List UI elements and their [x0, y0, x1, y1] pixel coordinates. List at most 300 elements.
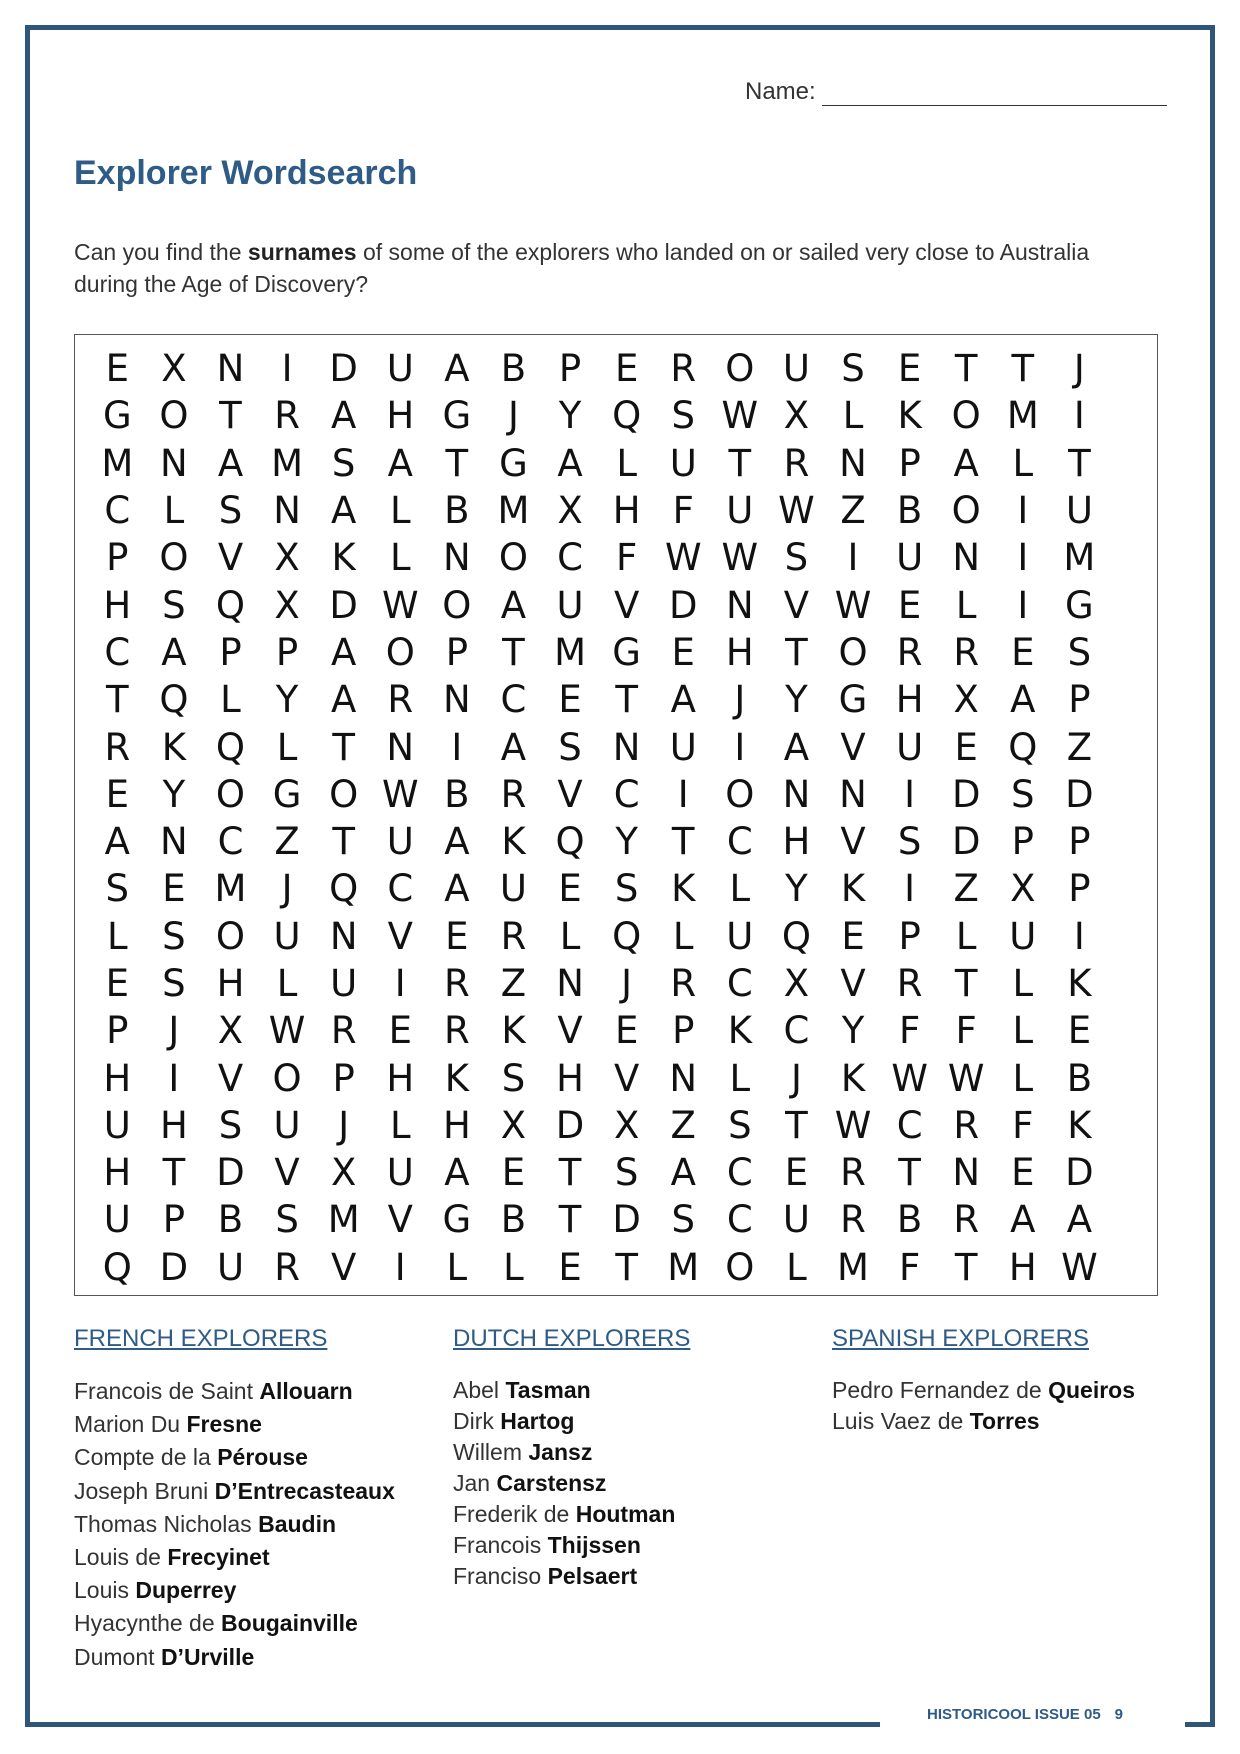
grid-cell[interactable]: T — [615, 1245, 638, 1289]
grid-cell[interactable]: L — [106, 914, 128, 958]
grid-cell[interactable]: T — [502, 630, 525, 674]
grid-cell[interactable]: N — [160, 820, 188, 864]
grid-cell[interactable]: L — [729, 1056, 751, 1100]
grid-cell[interactable]: E — [501, 1151, 526, 1195]
grid-cell[interactable]: Q — [1008, 725, 1038, 769]
grid-cell[interactable]: D — [216, 1151, 245, 1195]
grid-cell[interactable]: F — [898, 1009, 921, 1053]
grid-cell[interactable]: U — [896, 725, 924, 769]
grid-cell[interactable]: L — [389, 1103, 411, 1147]
grid-cell[interactable]: H — [895, 678, 924, 722]
grid-cell[interactable]: J — [168, 1009, 180, 1053]
grid-cell[interactable]: J — [338, 1103, 350, 1147]
grid-cell[interactable]: E — [388, 1009, 412, 1053]
grid-cell[interactable]: N — [556, 962, 584, 1005]
grid-cell[interactable]: R — [896, 630, 923, 674]
grid-cell[interactable]: I — [847, 536, 859, 580]
grid-cell[interactable]: H — [556, 1056, 584, 1100]
grid-cell[interactable]: E — [1011, 1151, 1035, 1195]
grid-cell[interactable]: K — [727, 1009, 752, 1053]
grid-cell[interactable]: P — [162, 1198, 186, 1242]
grid-cell[interactable]: T — [332, 820, 355, 864]
grid-cell[interactable]: S — [105, 867, 130, 911]
grid-cell[interactable]: T — [558, 1198, 582, 1242]
grid-cell[interactable]: V — [613, 583, 640, 627]
grid-cell[interactable]: W — [947, 1056, 985, 1100]
grid-cell[interactable]: L — [616, 441, 637, 485]
grid-cell[interactable]: E — [105, 772, 129, 816]
grid-cell[interactable]: D — [1065, 1151, 1094, 1195]
grid-cell[interactable]: L — [389, 536, 411, 580]
grid-cell[interactable]: U — [330, 962, 358, 1005]
grid-cell[interactable]: Q — [612, 394, 642, 438]
grid-cell[interactable]: V — [387, 1198, 413, 1242]
grid-cell[interactable]: A — [953, 441, 979, 485]
grid-cell[interactable]: C — [726, 1198, 753, 1242]
grid-cell[interactable]: D — [951, 820, 981, 864]
grid-cell[interactable]: C — [104, 630, 131, 674]
grid-cell[interactable]: W — [268, 1009, 306, 1053]
grid-cell[interactable]: N — [952, 1151, 981, 1195]
grid-cell[interactable]: U — [386, 347, 414, 391]
grid-cell[interactable]: X — [274, 536, 300, 580]
grid-cell[interactable]: Q — [215, 583, 246, 627]
grid-cell[interactable]: U — [273, 914, 301, 958]
grid-cell[interactable]: U — [669, 725, 697, 769]
grid-cell[interactable]: J — [621, 962, 633, 1005]
grid-cell[interactable]: H — [386, 394, 415, 438]
grid-cell[interactable]: U — [726, 914, 754, 958]
grid-cell[interactable]: Y — [615, 820, 638, 864]
grid-cell[interactable]: B — [444, 489, 470, 533]
grid-cell[interactable]: T — [1068, 441, 1091, 485]
grid-cell[interactable]: J — [734, 678, 746, 722]
grid-cell[interactable]: M — [327, 1198, 360, 1242]
grid-cell[interactable]: L — [1012, 441, 1034, 485]
grid-cell[interactable]: L — [503, 1245, 524, 1289]
grid-cell[interactable]: J — [790, 1056, 802, 1100]
grid-cell[interactable]: L — [842, 394, 864, 438]
grid-cell[interactable]: T — [332, 725, 355, 769]
grid-cell[interactable]: N — [782, 772, 811, 816]
grid-cell[interactable]: D — [159, 1245, 189, 1289]
grid-cell[interactable]: P — [1068, 678, 1091, 722]
grid-cell[interactable]: M — [497, 489, 530, 533]
grid-cell[interactable]: R — [444, 962, 470, 1005]
grid-cell[interactable]: P — [106, 1009, 129, 1053]
grid-cell[interactable]: O — [725, 1245, 755, 1289]
grid-cell[interactable]: T — [162, 1151, 186, 1195]
grid-cell[interactable]: A — [444, 820, 470, 864]
grid-cell[interactable]: P — [898, 914, 921, 958]
grid-cell[interactable]: K — [1067, 1103, 1092, 1147]
grid-cell[interactable]: N — [839, 441, 867, 485]
grid-cell[interactable]: B — [500, 1198, 527, 1242]
grid-cell[interactable]: T — [954, 962, 978, 1005]
grid-cell[interactable]: M — [667, 1245, 700, 1289]
grid-cell[interactable]: W — [891, 1056, 928, 1100]
grid-cell[interactable]: E — [105, 347, 129, 391]
grid-cell[interactable]: O — [951, 394, 981, 438]
grid-cell[interactable]: D — [329, 347, 358, 391]
grid-cell[interactable]: B — [896, 1198, 923, 1242]
grid-cell[interactable]: R — [500, 914, 527, 958]
grid-cell[interactable]: B — [500, 347, 527, 391]
grid-cell[interactable]: X — [783, 962, 810, 1005]
grid-cell[interactable]: E — [1067, 1009, 1092, 1053]
grid-cell[interactable]: R — [840, 1198, 866, 1242]
grid-cell[interactable]: E — [614, 1009, 639, 1053]
grid-cell[interactable]: H — [159, 1103, 188, 1147]
grid-cell[interactable]: W — [1061, 1245, 1098, 1289]
grid-cell[interactable]: E — [558, 1245, 582, 1289]
grid-cell[interactable]: R — [670, 962, 697, 1005]
grid-cell[interactable]: C — [104, 489, 131, 533]
grid-cell[interactable]: Z — [953, 867, 979, 911]
grid-cell[interactable]: S — [218, 489, 243, 533]
grid-cell[interactable]: R — [330, 1009, 357, 1053]
grid-cell[interactable]: O — [725, 772, 755, 816]
grid-cell[interactable]: C — [896, 1103, 923, 1147]
grid-cell[interactable]: D — [1065, 772, 1094, 816]
grid-cell[interactable]: E — [105, 962, 129, 1005]
grid-cell[interactable]: C — [726, 820, 753, 864]
grid-cell[interactable]: R — [444, 1009, 470, 1053]
grid-cell[interactable]: N — [952, 536, 981, 580]
grid-cell[interactable]: S — [784, 536, 809, 580]
grid-cell[interactable]: U — [1065, 489, 1093, 533]
grid-cell[interactable]: W — [381, 772, 419, 816]
grid-cell[interactable]: H — [782, 820, 811, 864]
name-input-line[interactable] — [822, 81, 1167, 106]
grid-cell[interactable]: C — [726, 962, 753, 1005]
grid-cell[interactable]: I — [1017, 489, 1029, 533]
grid-cell[interactable]: R — [953, 1198, 980, 1242]
grid-cell[interactable]: I — [168, 1056, 180, 1100]
grid-cell[interactable]: S — [501, 1056, 526, 1100]
grid-cell[interactable]: N — [273, 489, 301, 533]
grid-cell[interactable]: Q — [612, 914, 642, 958]
grid-cell[interactable]: I — [1073, 394, 1085, 438]
grid-cell[interactable]: C — [500, 678, 527, 722]
grid-cell[interactable]: W — [664, 536, 702, 580]
grid-cell[interactable]: D — [951, 772, 981, 816]
grid-cell[interactable]: C — [726, 1151, 753, 1195]
grid-cell[interactable]: W — [381, 583, 419, 627]
grid-cell[interactable]: A — [444, 867, 470, 911]
grid-cell[interactable]: H — [1008, 1245, 1037, 1289]
grid-cell[interactable]: V — [783, 583, 810, 627]
grid-cell[interactable]: A — [161, 630, 187, 674]
grid-cell[interactable]: M — [101, 441, 134, 485]
grid-cell[interactable]: H — [103, 1056, 132, 1100]
grid-cell[interactable]: E — [614, 347, 639, 391]
grid-cell[interactable]: M — [271, 441, 304, 485]
grid-cell[interactable]: A — [331, 630, 357, 674]
grid-cell[interactable]: P — [106, 536, 129, 580]
grid-cell[interactable]: M — [1063, 536, 1096, 580]
grid-cell[interactable]: A — [783, 725, 810, 769]
grid-cell[interactable]: Z — [670, 1103, 696, 1147]
grid-cell[interactable]: O — [498, 536, 529, 580]
grid-cell[interactable]: K — [897, 394, 922, 438]
grid-cell[interactable]: I — [677, 772, 689, 816]
grid-cell[interactable]: H — [103, 1151, 132, 1195]
grid-cell[interactable]: E — [954, 725, 978, 769]
grid-cell[interactable]: W — [778, 489, 815, 533]
grid-cell[interactable]: N — [443, 678, 471, 722]
grid-cell[interactable]: O — [725, 347, 755, 391]
grid-cell[interactable]: K — [331, 536, 356, 580]
grid-cell[interactable]: N — [443, 536, 471, 580]
grid-cell[interactable]: T — [558, 1151, 582, 1195]
grid-cell[interactable]: O — [838, 630, 868, 674]
grid-cell[interactable]: R — [274, 1245, 300, 1289]
grid-cell[interactable]: E — [445, 914, 469, 958]
grid-cell[interactable]: L — [786, 1245, 807, 1289]
grid-cell[interactable]: N — [612, 725, 641, 769]
grid-cell[interactable]: I — [394, 1245, 406, 1289]
grid-cell[interactable]: P — [332, 1056, 355, 1100]
grid-cell[interactable]: L — [955, 914, 977, 958]
grid-cell[interactable]: P — [1011, 820, 1034, 864]
grid-cell[interactable]: T — [219, 394, 242, 438]
grid-cell[interactable]: Y — [162, 772, 186, 816]
grid-cell[interactable]: H — [103, 583, 132, 627]
grid-cell[interactable]: O — [215, 914, 246, 958]
grid-cell[interactable]: L — [729, 867, 751, 911]
grid-cell[interactable]: F — [955, 1009, 977, 1053]
grid-cell[interactable]: P — [219, 630, 242, 674]
grid-cell[interactable]: I — [1073, 914, 1085, 958]
grid-cell[interactable]: X — [161, 347, 187, 391]
grid-cell[interactable]: V — [840, 820, 866, 864]
grid-cell[interactable]: E — [841, 914, 865, 958]
grid-cell[interactable]: U — [782, 1198, 810, 1242]
grid-cell[interactable]: R — [783, 441, 810, 485]
grid-cell[interactable]: K — [444, 1056, 469, 1100]
grid-cell[interactable]: O — [951, 489, 981, 533]
grid-cell[interactable]: P — [898, 441, 921, 485]
grid-cell[interactable]: R — [953, 1103, 980, 1147]
grid-cell[interactable]: U — [273, 1103, 301, 1147]
grid-cell[interactable]: S — [331, 441, 356, 485]
grid-cell[interactable]: Z — [1066, 725, 1093, 769]
grid-cell[interactable]: P — [1068, 820, 1091, 864]
grid-cell[interactable]: G — [838, 678, 868, 722]
grid-cell[interactable]: S — [218, 1103, 243, 1147]
grid-cell[interactable]: G — [272, 772, 302, 816]
grid-cell[interactable]: Z — [500, 962, 527, 1005]
grid-cell[interactable]: S — [1011, 772, 1035, 816]
grid-cell[interactable]: K — [161, 725, 187, 769]
grid-cell[interactable]: Y — [558, 394, 582, 438]
grid-cell[interactable]: E — [784, 1151, 809, 1195]
grid-cell[interactable]: Y — [275, 678, 299, 722]
grid-cell[interactable]: S — [1067, 630, 1092, 674]
grid-cell[interactable]: L — [446, 1245, 468, 1289]
grid-cell[interactable]: G — [1065, 583, 1094, 627]
grid-cell[interactable]: K — [840, 1056, 866, 1100]
grid-cell[interactable]: C — [783, 1009, 810, 1053]
grid-cell[interactable]: Y — [785, 678, 808, 722]
grid-cell[interactable]: T — [954, 347, 978, 391]
grid-cell[interactable]: O — [159, 536, 189, 580]
grid-cell[interactable]: Z — [840, 489, 866, 533]
grid-cell[interactable]: I — [904, 867, 916, 911]
grid-cell[interactable]: V — [840, 962, 866, 1005]
grid-cell[interactable]: R — [274, 394, 300, 438]
grid-cell[interactable]: H — [216, 962, 245, 1005]
grid-cell[interactable]: U — [386, 820, 414, 864]
grid-cell[interactable]: L — [1012, 962, 1034, 1005]
grid-cell[interactable]: L — [276, 962, 298, 1005]
grid-cell[interactable]: N — [329, 914, 358, 958]
grid-cell[interactable]: A — [1010, 1198, 1036, 1242]
grid-cell[interactable]: N — [669, 1056, 698, 1100]
grid-cell[interactable]: O — [385, 630, 415, 674]
grid-cell[interactable]: X — [274, 583, 300, 627]
grid-cell[interactable]: R — [896, 962, 923, 1005]
grid-cell[interactable]: B — [896, 489, 923, 533]
grid-cell[interactable]: H — [612, 489, 641, 533]
grid-cell[interactable]: R — [104, 725, 131, 769]
grid-cell[interactable]: J — [281, 867, 293, 911]
grid-cell[interactable]: X — [217, 1009, 244, 1053]
grid-cell[interactable]: G — [442, 1198, 472, 1242]
grid-cell[interactable]: F — [898, 1245, 921, 1289]
grid-cell[interactable]: X — [783, 394, 810, 438]
grid-cell[interactable]: N — [839, 772, 867, 816]
grid-cell[interactable]: R — [500, 772, 527, 816]
grid-cell[interactable]: A — [500, 583, 527, 627]
grid-cell[interactable]: A — [1010, 678, 1036, 722]
grid-cell[interactable]: V — [387, 914, 413, 958]
grid-cell[interactable]: E — [558, 867, 582, 911]
grid-cell[interactable]: A — [557, 441, 583, 485]
grid-cell[interactable]: Z — [274, 820, 300, 864]
grid-cell[interactable]: W — [721, 536, 759, 580]
grid-cell[interactable]: E — [897, 583, 922, 627]
grid-cell[interactable]: P — [445, 630, 469, 674]
grid-cell[interactable]: W — [834, 583, 872, 627]
grid-cell[interactable]: T — [1011, 347, 1035, 391]
grid-cell[interactable]: L — [276, 725, 298, 769]
grid-cell[interactable]: H — [725, 630, 754, 674]
grid-cell[interactable]: V — [840, 725, 866, 769]
grid-cell[interactable]: U — [103, 1103, 131, 1147]
grid-cell[interactable]: A — [217, 441, 244, 485]
grid-cell[interactable]: D — [329, 583, 358, 627]
grid-cell[interactable]: E — [162, 867, 186, 911]
grid-cell[interactable]: M — [554, 630, 587, 674]
grid-cell[interactable]: D — [555, 1103, 585, 1147]
grid-cell[interactable]: S — [558, 725, 582, 769]
grid-cell[interactable]: N — [386, 725, 415, 769]
grid-cell[interactable]: S — [162, 583, 186, 627]
grid-cell[interactable]: F — [615, 536, 638, 580]
grid-cell[interactable]: O — [159, 394, 189, 438]
grid-cell[interactable]: X — [953, 678, 979, 722]
grid-cell[interactable]: T — [728, 441, 752, 485]
grid-cell[interactable]: Q — [159, 678, 189, 722]
grid-cell[interactable]: A — [331, 678, 357, 722]
grid-cell[interactable]: J — [1073, 347, 1085, 391]
grid-cell[interactable]: P — [558, 347, 582, 391]
grid-cell[interactable]: A — [104, 820, 130, 864]
grid-cell[interactable]: T — [615, 678, 638, 722]
grid-cell[interactable]: O — [215, 772, 246, 816]
grid-cell[interactable]: W — [721, 394, 759, 438]
grid-cell[interactable]: U — [216, 1245, 245, 1289]
grid-cell[interactable]: S — [728, 1103, 752, 1147]
grid-cell[interactable]: X — [330, 1151, 357, 1195]
grid-cell[interactable]: G — [442, 394, 472, 438]
grid-cell[interactable]: A — [387, 441, 413, 485]
grid-cell[interactable]: V — [331, 1245, 357, 1289]
grid-cell[interactable]: U — [499, 867, 527, 911]
grid-cell[interactable]: Q — [329, 867, 359, 911]
grid-cell[interactable]: O — [329, 772, 359, 816]
grid-cell[interactable]: P — [275, 630, 299, 674]
grid-cell[interactable]: S — [671, 394, 695, 438]
grid-cell[interactable]: U — [386, 1151, 414, 1195]
wordsearch-grid[interactable] — [89, 345, 1108, 1291]
grid-cell[interactable]: Q — [215, 725, 246, 769]
grid-cell[interactable]: L — [389, 489, 411, 533]
grid-cell[interactable]: W — [834, 1103, 872, 1147]
grid-cell[interactable]: I — [394, 962, 406, 1005]
grid-cell[interactable]: B — [444, 772, 470, 816]
grid-cell[interactable]: G — [102, 394, 132, 438]
grid-cell[interactable]: P — [1068, 867, 1091, 911]
grid-cell[interactable]: G — [612, 630, 641, 674]
grid-cell[interactable]: F — [1012, 1103, 1034, 1147]
grid-cell[interactable]: U — [669, 441, 697, 485]
grid-cell[interactable]: L — [220, 678, 241, 722]
grid-cell[interactable]: D — [668, 583, 698, 627]
grid-cell[interactable]: X — [1010, 867, 1036, 911]
grid-cell[interactable]: X — [613, 1103, 640, 1147]
grid-cell[interactable]: U — [556, 583, 584, 627]
grid-cell[interactable]: C — [387, 867, 414, 911]
grid-cell[interactable]: L — [1012, 1056, 1034, 1100]
grid-cell[interactable]: L — [559, 914, 581, 958]
grid-cell[interactable]: S — [275, 1198, 299, 1242]
grid-cell[interactable]: V — [613, 1056, 640, 1100]
grid-cell[interactable]: T — [105, 678, 129, 722]
grid-cell[interactable]: A — [331, 394, 357, 438]
grid-cell[interactable]: O — [272, 1056, 302, 1100]
grid-cell[interactable]: L — [955, 583, 977, 627]
grid-cell[interactable]: E — [558, 678, 582, 722]
grid-cell[interactable]: T — [671, 820, 695, 864]
grid-cell[interactable]: J — [507, 394, 519, 438]
grid-cell[interactable]: I — [1017, 536, 1029, 580]
grid-cell[interactable]: E — [897, 347, 922, 391]
grid-cell[interactable]: H — [386, 1056, 415, 1100]
grid-cell[interactable]: I — [451, 725, 463, 769]
grid-cell[interactable]: U — [782, 347, 810, 391]
grid-cell[interactable]: C — [557, 536, 583, 580]
grid-cell[interactable]: X — [557, 489, 583, 533]
grid-cell[interactable]: U — [1009, 914, 1037, 958]
grid-cell[interactable]: V — [217, 536, 244, 580]
grid-cell[interactable]: E — [1011, 630, 1035, 674]
grid-cell[interactable]: U — [726, 489, 754, 533]
grid-cell[interactable]: P — [672, 1009, 695, 1053]
grid-cell[interactable]: A — [670, 678, 696, 722]
